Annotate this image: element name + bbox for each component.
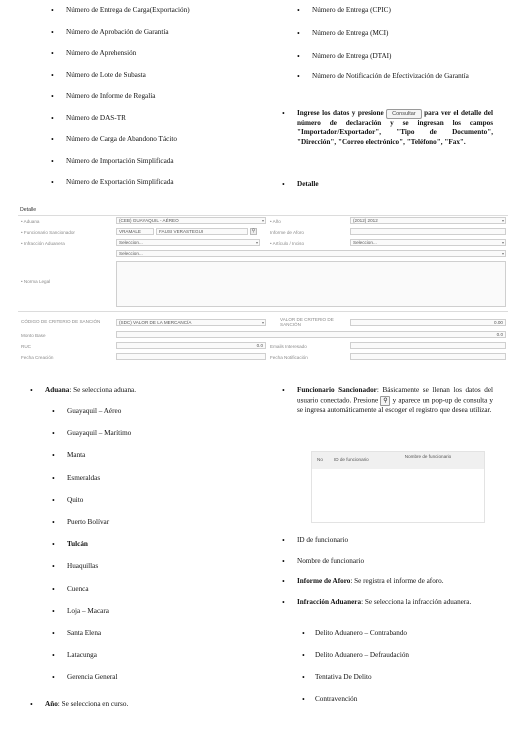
list-item: • Número de Entrega (MCI) <box>312 29 492 52</box>
list-item: • Esmeraldas <box>67 474 237 496</box>
valor-label: VALOR DE CRITERIO DE SANCIÓN <box>280 317 334 327</box>
chevron-down-icon: ▾ <box>255 240 258 245</box>
divider <box>18 215 508 216</box>
top-right-list <box>312 6 492 108</box>
list-item: • Nombre de funcionario <box>297 557 493 578</box>
top-left-list <box>66 6 251 200</box>
column-header: ID de funcionario <box>334 457 369 462</box>
fecha-notificacion-label: Fecha Notificación <box>270 355 308 360</box>
bullet: • <box>30 700 33 709</box>
ano-label: • Año <box>270 219 281 224</box>
list-item: • Número de Entrega (DTAI) <box>312 52 492 72</box>
list-item: • Quito <box>67 496 237 518</box>
codigo-select[interactable]: (SDC) VALOR DE LA MERCANCÍA ▾ <box>116 319 266 326</box>
bullet: • <box>282 180 285 189</box>
list-item: • Contravención <box>315 695 495 717</box>
aduana-label: • Aduana <box>21 219 40 224</box>
bullet: • <box>282 109 285 118</box>
list-item: • Loja – Macara <box>67 607 237 629</box>
list-item: • Cuenca <box>67 585 237 607</box>
list-item: • ID de funcionario <box>297 536 493 557</box>
funcionario-code-field[interactable]: VRAMALE <box>116 228 154 235</box>
list-item: • Manta <box>67 451 237 473</box>
list-item: • Número de Carga de Abandono Tácito <box>66 135 251 157</box>
search-icon[interactable]: ⚲ <box>251 228 256 234</box>
chevron-down-icon: ▾ <box>501 240 504 245</box>
codigo-label: CÓDIGO DE CRITERIO DE SANCIÓN <box>21 319 101 324</box>
list-item: • Informe de Aforo: Se registra el informe de aforo. <box>297 577 493 598</box>
ano-select[interactable]: (2012) 2012 ▾ <box>350 217 506 224</box>
detalle-heading: • Detalle <box>282 180 319 189</box>
list-item: • Número de Entrega de Carga(Exportación) <box>66 6 251 28</box>
list-item: • Santa Elena <box>67 629 237 651</box>
search-icon[interactable]: ⚲ <box>380 396 390 406</box>
norma-label: • Norma Legal <box>21 279 51 284</box>
aduana-select[interactable]: (CEB) GUAYAQUIL - AÉREO ▾ <box>116 217 266 224</box>
list-item: • Número de Entrega (CPIC) <box>312 6 492 29</box>
chevron-down-icon: ▾ <box>261 218 264 223</box>
ano-section: • Año: Se selecciona en curso. <box>30 700 129 709</box>
multa-field[interactable]: 0.0 <box>116 331 506 338</box>
emails-label: Emails Interesado <box>270 344 307 349</box>
ruc-field[interactable]: 0.0 <box>116 342 266 349</box>
form-title: Detalle <box>20 207 37 213</box>
list-item: • Guayaquil – Aéreo <box>67 407 237 429</box>
ingrese-paragraph: • Ingrese los datos y presione Consultar para ver el detalle del número de declaración y se ingresan los campos "Importador/Exportador", "Tipo de Documento", "Dirección", "Correo electrónico", "Teléfono", "Fax". <box>282 109 493 146</box>
bullet: • <box>282 386 285 395</box>
aforo-label: Informe de Aforo <box>270 230 304 235</box>
infraccion-label: • Infracción Aduanera <box>21 241 65 246</box>
list-item: • Infracción Aduanera: Se selecciona la infracción aduanera. <box>297 598 493 624</box>
chevron-down-icon: ▾ <box>501 218 504 223</box>
list-item: • Número de Informe de Regalía <box>66 92 251 114</box>
divider <box>18 311 508 312</box>
infraccion-options-list <box>315 629 495 717</box>
articulo-select[interactable]: Seleccion... ▾ <box>350 239 506 246</box>
list-item: • Número de Importación Simplificada <box>66 157 251 179</box>
funcionario-popup-table <box>311 451 485 523</box>
list-item: • Número de Aprobación de Garantía <box>66 28 251 50</box>
list-item: • Tentativa De Delito <box>315 673 495 695</box>
list-item: • Número de Lote de Subasta <box>66 71 251 93</box>
chevron-down-icon: ▾ <box>261 320 264 325</box>
table-header <box>312 452 484 469</box>
list-item: • Guayaquil – Marítimo <box>67 429 237 451</box>
aduana-options-list <box>67 407 237 695</box>
list-item: • Puerto Bolívar <box>67 518 237 540</box>
fecha-field[interactable] <box>116 353 266 360</box>
list-item: • Gerencia General <box>67 673 237 695</box>
list-item: • Latacunga <box>67 651 237 673</box>
valor-field[interactable]: 0.00 <box>350 319 506 326</box>
fecha-label: Fecha Creación <box>21 355 54 360</box>
list-item: • Número de Aprehensión <box>66 49 251 71</box>
list-item: • Tulcán <box>67 540 237 562</box>
funcionario-name-field[interactable]: FAUSI VERASTEGUI <box>156 228 248 235</box>
list-item: • Delito Aduanero – Defraudación <box>315 651 495 673</box>
list-item: • Delito Aduanero – Contrabando <box>315 629 495 651</box>
emails-field[interactable] <box>350 342 506 349</box>
norma-textarea[interactable] <box>116 261 506 307</box>
infraccion-select[interactable]: Seleccion... ▾ <box>116 239 260 246</box>
funcionario-label: • Funcionario Sancionador <box>21 230 75 235</box>
list-item: • Número de Notificación de Efectivización de Garantía <box>312 72 492 108</box>
aduana-section: • Aduana: Se selecciona aduana. <box>30 386 137 395</box>
detalle-form <box>18 207 508 370</box>
bullet: • <box>30 386 33 395</box>
fecha-notificacion-field[interactable] <box>350 353 506 360</box>
chevron-down-icon: ▾ <box>501 251 504 256</box>
ruc-label: RUC <box>21 344 31 349</box>
funcionario-fields-list <box>297 536 493 624</box>
consultar-button[interactable]: Consultar <box>386 109 422 119</box>
list-item: • Número de DAS-TR <box>66 114 251 136</box>
funcionario-paragraph: • Funcionario Sancionador: Básicamente se llenan los datos del usuario conectado. Presione ⚲ y aparece un pop-up de consulta y se ingresa automáticamente al escoger el registro que desea utilizar. <box>282 386 494 414</box>
column-header: No <box>317 457 323 462</box>
second-select[interactable]: Seleccion... ▾ <box>116 250 506 257</box>
list-item: • Número de Exportación Simplificada <box>66 178 251 200</box>
column-header: Nombre de funcionario <box>404 454 452 459</box>
articulo-label: • Artículo / Inciso <box>270 241 305 246</box>
list-item: • Huaquillas <box>67 562 237 584</box>
multa-label: Monto Base <box>21 333 46 338</box>
aforo-field[interactable] <box>350 228 506 235</box>
